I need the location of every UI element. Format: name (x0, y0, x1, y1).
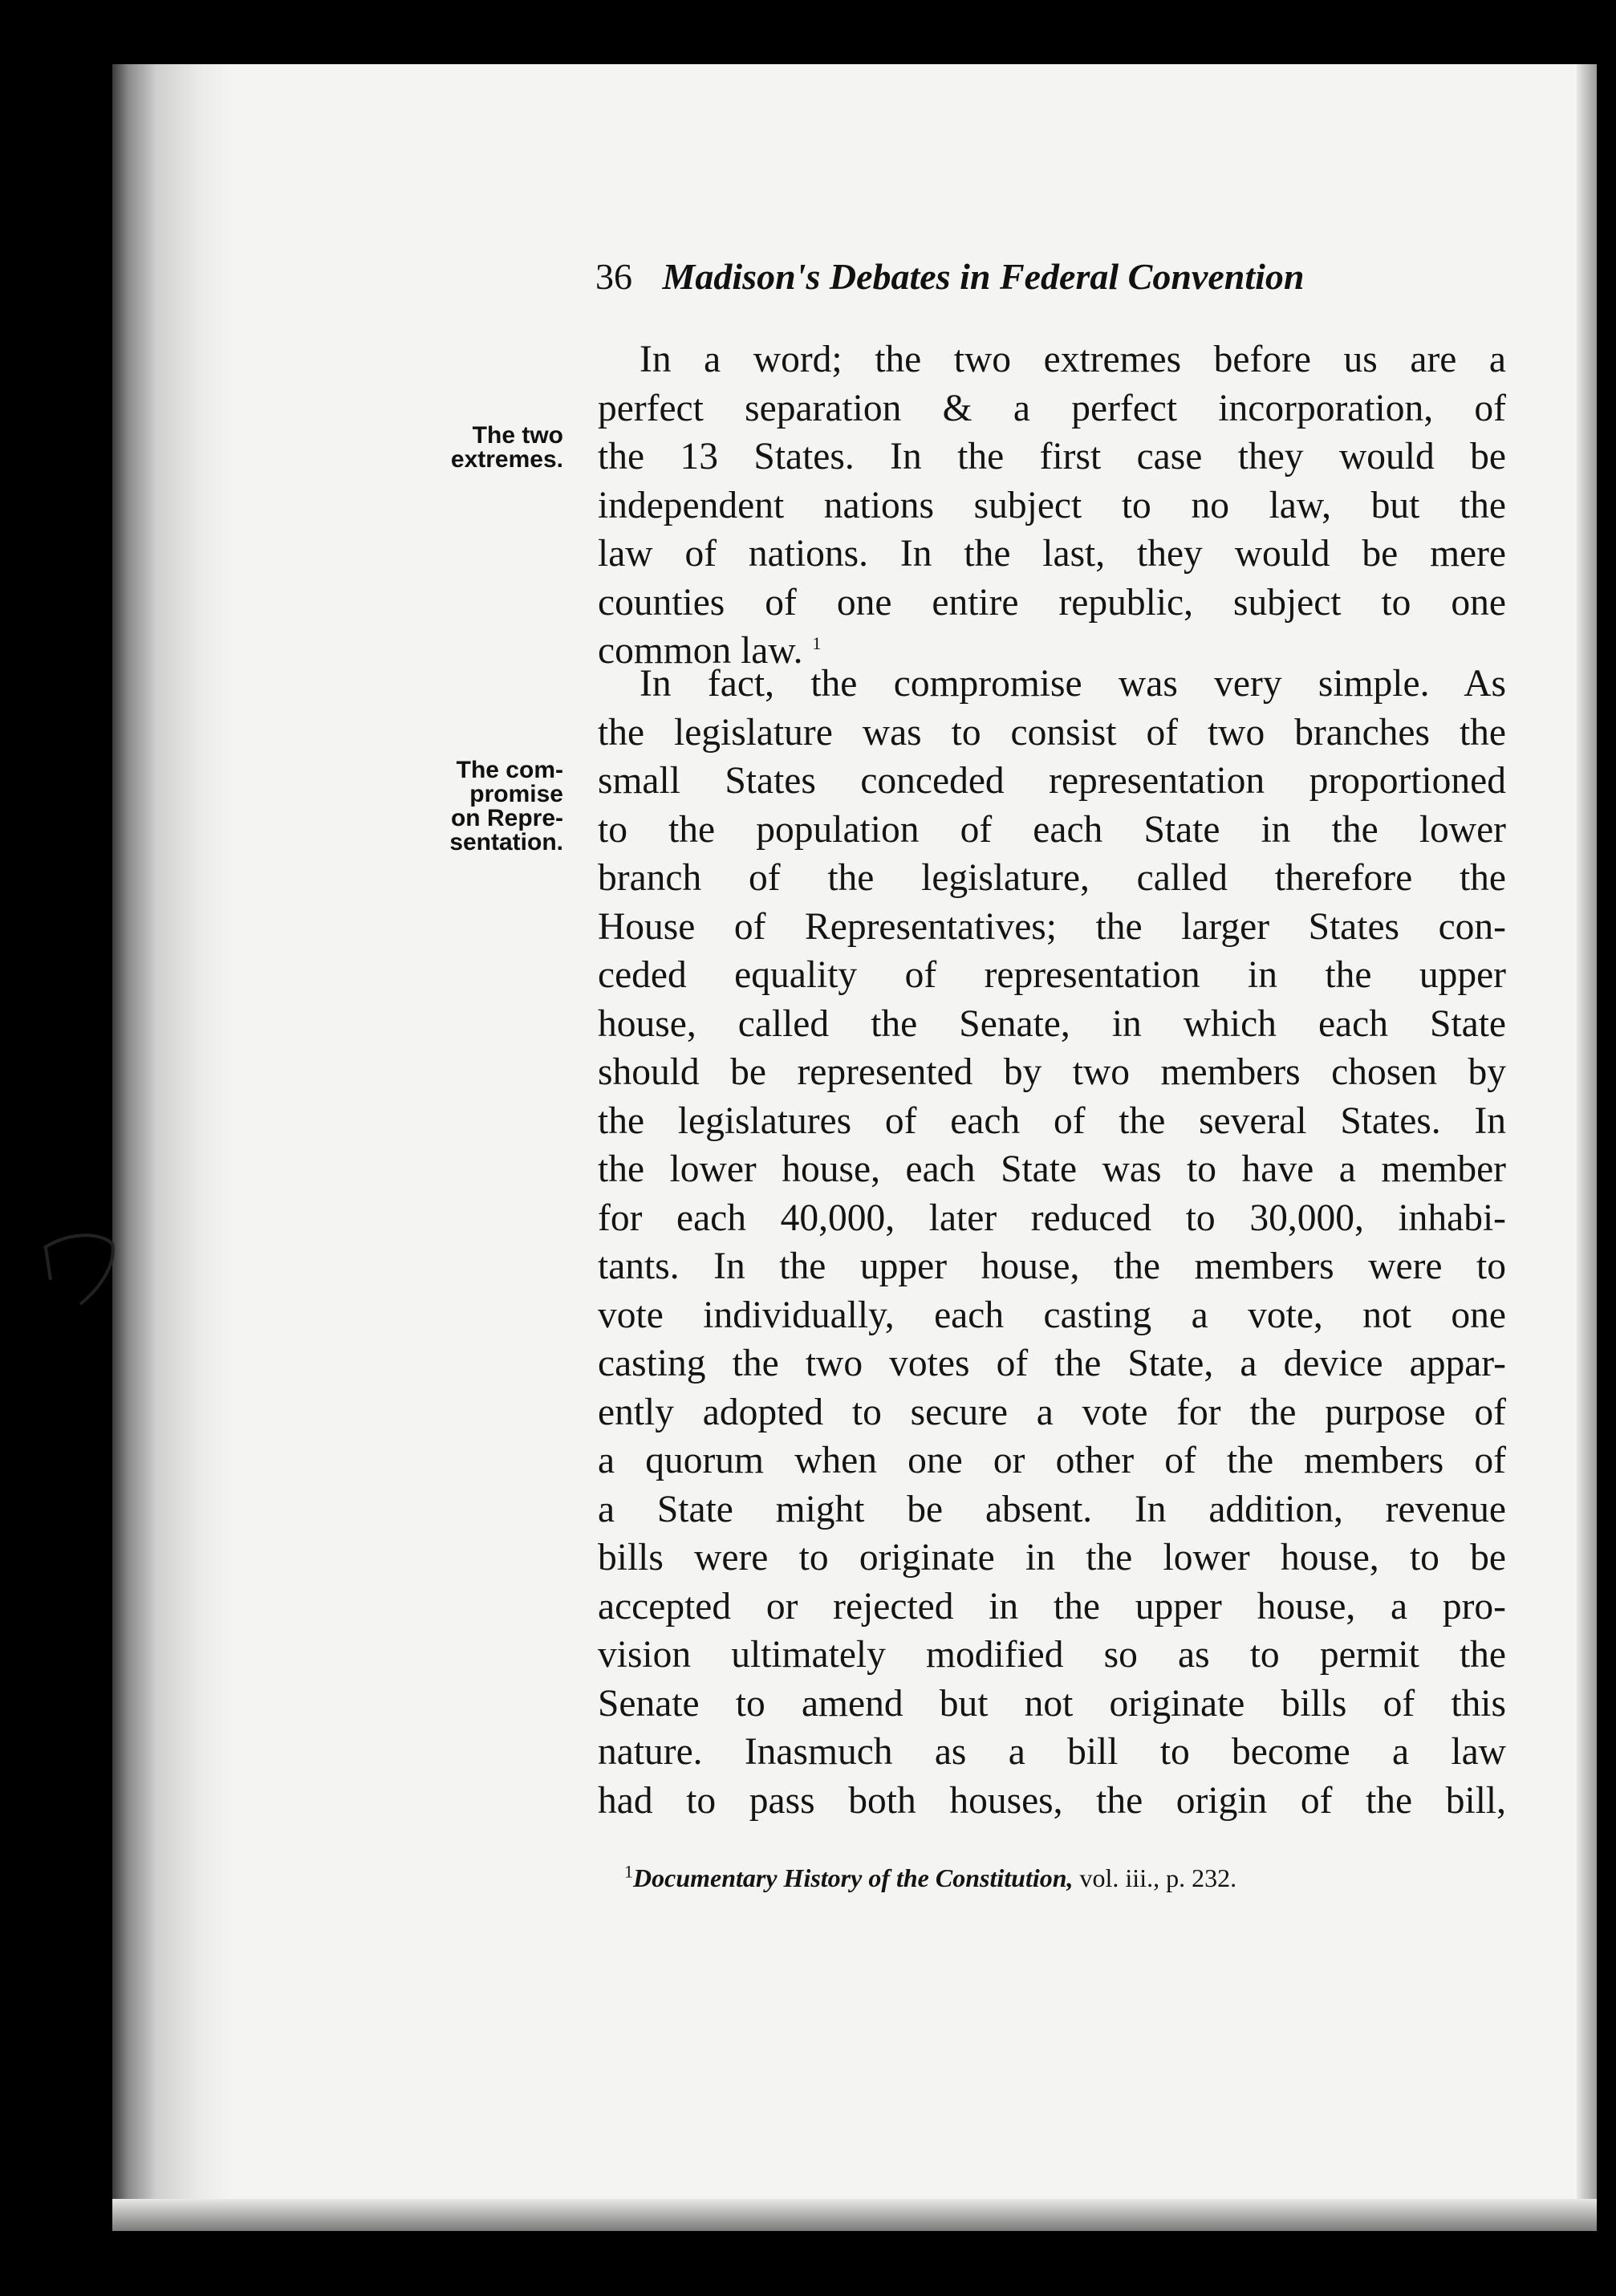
text-line: should be represented by two members chosen by (598, 1051, 1506, 1093)
paragraph-compromise (598, 660, 1506, 1825)
text-line: a State might be absent. In addition, revenue (598, 1488, 1506, 1530)
side-note-compromise (419, 758, 563, 855)
side-note-line: promise (469, 781, 563, 807)
text-line: ceded equality of representation in the upper (598, 954, 1506, 996)
text-line: vision ultimately modified so as to permit the (598, 1634, 1506, 1676)
side-note-line: sentation. (449, 829, 563, 855)
text-line: ently adopted to secure a vote for the purpose of (598, 1391, 1506, 1433)
footnote (624, 1863, 1236, 1893)
running-head-title: Madison's Debates in Federal Convention (662, 256, 1305, 297)
side-note-two-extremes (419, 424, 563, 472)
text-line: branch of the legislature, called therefore the (598, 857, 1506, 899)
footnote-title: Documentary History of the Constitution, (633, 1863, 1074, 1892)
side-note-line: on Repre- (450, 805, 563, 831)
paragraph-two-extremes (598, 335, 1506, 676)
text-line: perfect separation & a perfect incorporation, of (598, 387, 1506, 429)
text-line: independent nations subject to no law, but the (598, 484, 1506, 526)
side-note-line: The two (472, 422, 563, 449)
text-line: casting the two votes of the State, a device appar- (598, 1343, 1506, 1384)
text-line: the legislatures of each of the several States. In (598, 1099, 1506, 1142)
text-line: counties of one entire republic, subject to one (598, 581, 1506, 624)
text-line: bills were to originate in the lower house, to be (598, 1537, 1506, 1579)
text-line: a quorum when one or other of the members of (598, 1440, 1506, 1481)
page-right-edge (1577, 64, 1597, 2231)
running-head (595, 255, 1470, 298)
pen-mark (36, 1224, 124, 1312)
page-gutter-shadow (112, 64, 233, 2231)
page-number: 36 (595, 256, 632, 297)
footnote-marker: 1 (624, 1861, 633, 1882)
text-line: had to pass both houses, the origin of the bill, (598, 1779, 1506, 1822)
footnote-reference: 1 (812, 633, 822, 654)
text-line: vote individually, each casting a vote, not one (598, 1294, 1506, 1336)
text-line: law of nations. In the last, they would be mere (598, 533, 1506, 575)
text-line: nature. Inasmuch as a bill to become a law (598, 1731, 1506, 1773)
text-line: house, called the Senate, in which each State (598, 1002, 1506, 1045)
text-line: small States conceded representation proportioned (598, 760, 1506, 802)
text-line: House of Representatives; the larger States con- (598, 905, 1506, 948)
text-line: for each 40,000, later reduced to 30,000, inhabi- (598, 1197, 1506, 1239)
text-line: the lower house, each State was to have a member (598, 1148, 1506, 1190)
text-line: In a word; the two extremes before us are a (639, 339, 1506, 380)
text-line: to the population of each State in the lower (598, 808, 1506, 851)
text-line: the legislature was to consist of two branches the (598, 711, 1506, 754)
side-note-line: The com- (456, 757, 563, 783)
side-note-line: extremes. (450, 446, 563, 473)
text-line: tants. In the upper house, the members were to (598, 1246, 1506, 1287)
footnote-citation: vol. iii., p. 232. (1073, 1863, 1237, 1892)
text-line: accepted or rejected in the upper house, a pro- (598, 1585, 1506, 1628)
text-line: the 13 States. In the first case they would be (598, 436, 1506, 477)
text-line: In fact, the compromise was very simple. As (639, 663, 1506, 705)
text-line: Senate to amend but not originate bills of this (598, 1682, 1506, 1725)
page-bottom-edge (112, 2199, 1597, 2231)
text-line-content: common law. (598, 630, 803, 672)
